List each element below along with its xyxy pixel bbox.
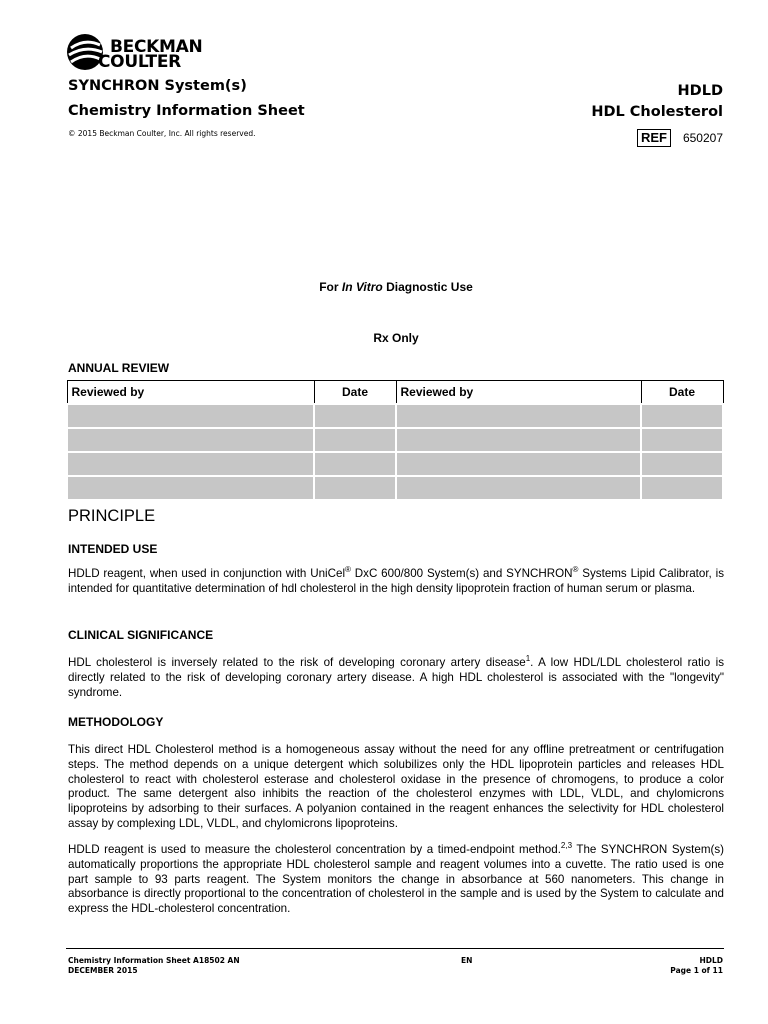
footer-code: HDLD [699,956,723,965]
table-row [67,476,723,500]
table-row [67,404,723,428]
product-name: HDL Cholesterol [591,104,723,120]
footer-left [68,956,240,976]
clinical-significance-heading: CLINICAL SIGNIFICANCE [68,628,214,642]
logo-line-1: BECKMAN [110,37,203,57]
logo-line-2: COULTER [98,52,181,72]
header-reviewed-by-2: Reviewed by [396,381,641,405]
header-reviewed-by: Reviewed by [67,381,314,405]
sheet-title: Chemistry Information Sheet [68,103,305,119]
clinical-significance-text: HDL cholesterol is inversely related to the risk of developing coronary artery disease$^1$. A low HDL/LDL cholesterol ratio is directly related to the risk of developing coronary artery disease. A high HDL cholesterol is associated with the "longevity" syndrome. [68,654,724,699]
ref-number: 650207 [682,131,723,145]
diagnostic-use-line: For In Vitro Diagnostic Use [319,280,473,294]
footer-document-id: Chemistry Information Sheet A18502 AN [68,956,240,965]
footer-date: DECEMBER 2015 [68,966,138,975]
copyright: © 2015 Beckman Coulter, Inc. All rights reserved. [68,129,256,138]
ref-symbol: REF [637,129,671,147]
principle-heading: PRINCIPLE [68,507,156,525]
annual-review-title: ANNUAL REVIEW [68,361,170,375]
methodology-paragraph-2: HDLD reagent is used to measure the cholesterol concentration by a timed-endpoint method.$^{2,3}$ The SYNCHRON System(s) automatically proportions the appropriate HDL cholesterol sample and reagent volumes into a cuvette. The ratio used is one part sample to 93 parts reagent. The System monitors the change in absorbance at 560 nanometers. This change in absorbance is directly proportional to the concentration of cholesterol in the sample and is used by the System to calculate and express the HDL-cholesterol concentration. [68,841,725,916]
annual-review-table [66,380,724,501]
table-row [67,452,723,476]
header-date-2: Date [641,381,723,405]
product-code: HDLD [677,83,723,99]
table-row [67,428,723,452]
table-header-row [67,381,723,405]
intended-use-heading: INTENDED USE [68,542,158,556]
ref-row [637,129,723,147]
footer-rule [66,948,724,949]
intended-use-text: HDLD reagent, when used in conjunction with UniCel® DxC 600/800 System(s) and SYNCHRON® Systems Lipid Calibrator, is intended for quantitative determination of hdl cholesterol in the high density lipoprotein fraction of human serum or plasma. [68,565,724,595]
rx-only: Rx Only [373,331,419,345]
methodology-paragraph-1: This direct HDL Cholesterol method is a homogeneous assay without the need for any offline pretreatment or centrifugation steps. The method depends on a unique detergent which solubilizes only the HDL lipoprotein particles and releases HDL cholesterol to react with cholesterol esterase and cholesterol oxidase in the presence of chromogens, to produce a color product. The same detergent also inhibits the reaction of the cholesterol enzymes with LDL, VLDL, and chylomicrons lipoproteins by adsorbing to their surfaces. A polyanion contained in the reagent enhances the selectivity for HDL cholesterol assay by complexing LDL, VLDL, and chylomicrons lipoproteins. [68,743,724,830]
footer-language: EN [461,956,473,965]
footer-page-number: Page 1 of 11 [670,966,723,975]
system-name: SYNCHRON System(s) [68,78,247,94]
header-date: Date [314,381,396,405]
footer-right [670,956,723,976]
methodology-heading: METHODOLOGY [68,715,164,729]
beckman-coulter-logo [66,32,216,76]
